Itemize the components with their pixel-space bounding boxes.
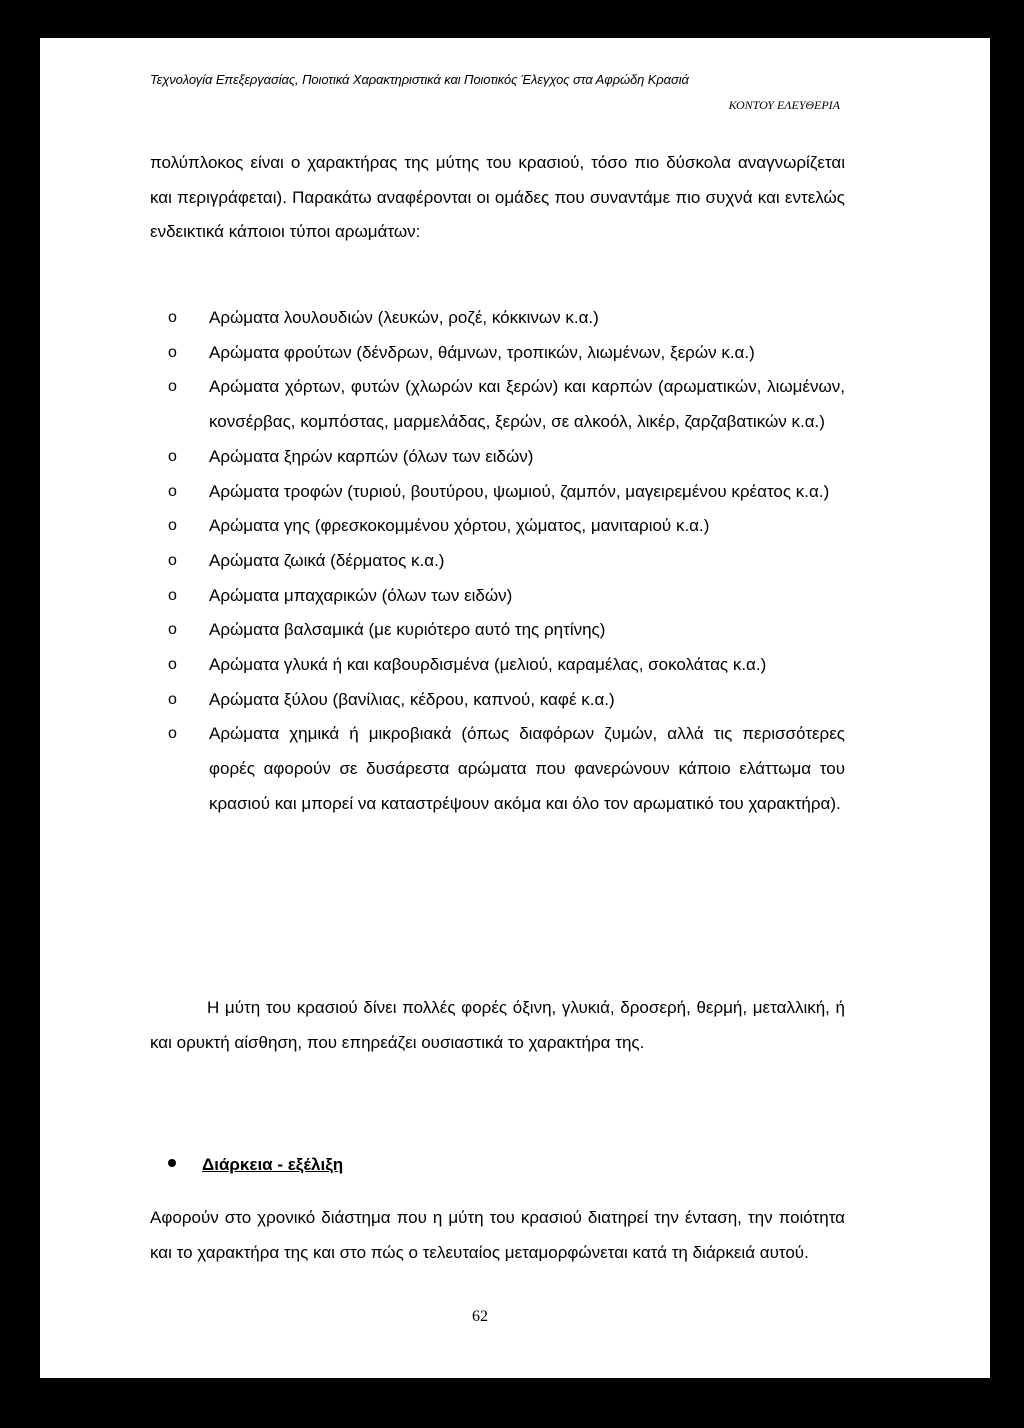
bullet-marker: o	[168, 656, 177, 674]
section-heading	[168, 1155, 343, 1175]
bullet-marker: o	[168, 551, 177, 569]
bullet-marker: o	[168, 482, 177, 500]
bullet-marker: o	[168, 517, 177, 535]
list-item	[168, 544, 845, 579]
bullet-marker: o	[168, 343, 177, 361]
list-item	[168, 579, 845, 614]
bullet-marker: o	[168, 621, 177, 639]
bullet-marker: o	[168, 725, 177, 743]
list-item-text: Αρώματα μπαχαρικών (όλων των ειδών)	[209, 585, 513, 605]
bullet-marker: o	[168, 378, 177, 396]
running-header-author: ΚΟΝΤΟΥ ΕΛΕΥΘΕΡΙΑ	[728, 98, 840, 112]
intro-paragraph: πολύπλοκος είναι ο χαρακτήρας της μύτης του κρασιού, τόσο πιο δύσκολα αναγνωρίζεται και περιγράφεται). Παρακάτω αναφέρονται οι ομάδες που συναντάμε πιο συχνά και εντελώς ενδεικτικά κάποιοι τύποι αρωμάτων:	[150, 153, 845, 242]
bullet-marker: o	[168, 690, 177, 708]
list-item	[168, 370, 845, 439]
bullet-dot-icon	[168, 1159, 176, 1167]
list-item-text: Αρώματα τροφών (τυριού, βουτύρου, ψωμιού, ζαμπόν, μαγειρεμένου κρέατος κ.α.)	[209, 481, 830, 501]
list-item-text: Αρώματα χόρτων, φυτών (χλωρών και ξερών) και καρπών (αρωματικών, λιωμένων, κονσέρβας, κομπόστας, μαρμελάδας, ξερών, σε αλκοόλ, λικέρ, ζαρζαβατικών κ.α.)	[209, 377, 845, 432]
list-item-text: Αρώματα ζωικά (δέρματος κ.α.)	[209, 550, 445, 570]
list-item	[168, 683, 845, 718]
list-item	[168, 440, 845, 475]
section-paragraph: Αφορούν στο χρονικό διάστημα που η μύτη του κρασιού διατηρεί την ένταση, την ποιότητα και το χαρακτήρα της και στο πώς ο τελευταίος μεταμορφώνεται κατά τη διάρκειά αυτού.	[150, 1208, 845, 1262]
bullet-marker: o	[168, 586, 177, 604]
list-item	[168, 336, 845, 371]
bullet-marker: o	[168, 447, 177, 465]
list-item-text: Αρώματα βαλσαμικά (με κυριότερο αυτό της ρητίνης)	[209, 620, 606, 640]
list-item	[168, 717, 845, 821]
list-item	[168, 301, 845, 336]
list-item	[168, 475, 845, 510]
list-item-text: Αρώματα φρούτων (δένδρων, θάμνων, τροπικών, λιωμένων, ξερών κ.α.)	[209, 342, 755, 362]
page-number: 62	[472, 1308, 488, 1325]
list-item-text: Αρώματα γλυκά ή και καβουρδισμένα (μελιού, καραμέλας, σοκολάτας κ.α.)	[209, 655, 767, 675]
section-title: Διάρκεια - εξέλιξη	[202, 1155, 344, 1174]
scan-edge-line-left	[32, 958, 34, 1378]
body-paragraph: Η μύτη του κρασιού δίνει πολλές φορές όξινη, γλυκιά, δροσερή, θερμή, μεταλλική, ή και ορυκτή αίσθηση, που επηρεάζει ουσιαστικά το χαρακτήρα της.	[150, 998, 845, 1052]
list-item-text: Αρώματα χημικά ή μικροβιακά (όπως διαφόρων ζυμών, αλλά τις περισσότερες φορές αφορούν σε δυσάρεστα αρώματα που φανερώνουν κάποιο ελάττωμα του κρασιού και μπορεί να καταστρέψουν ακόμα και όλο τον αρωματικό του χαρακτήρα).	[209, 724, 845, 813]
list-item-text: Αρώματα λουλουδιών (λευκών, ροζέ, κόκκινων κ.α.)	[209, 308, 599, 327]
aroma-list	[168, 301, 845, 822]
list-item	[168, 613, 845, 648]
list-item	[168, 648, 845, 683]
document-page	[40, 38, 990, 1378]
scan-edge-line	[995, 42, 999, 162]
list-item-text: Αρώματα γης (φρεσκοκομμένου χόρτου, χώματος, μανιταριού κ.α.)	[209, 516, 710, 536]
list-item-text: Αρώματα ξύλου (βανίλιας, κέδρου, καπνού, καφέ κ.α.)	[209, 689, 615, 709]
running-header-title: Τεχνολογία Επεξεργασίας, Ποιοτικά Χαρακτηριστικά και Ποιοτικός Έλεγχος στα Αφρώδη Κρασιά	[150, 72, 689, 87]
list-item	[168, 509, 845, 544]
bullet-marker: o	[168, 309, 177, 326]
list-item-text: Αρώματα ξηρών καρπών (όλων των ειδών)	[209, 446, 534, 466]
